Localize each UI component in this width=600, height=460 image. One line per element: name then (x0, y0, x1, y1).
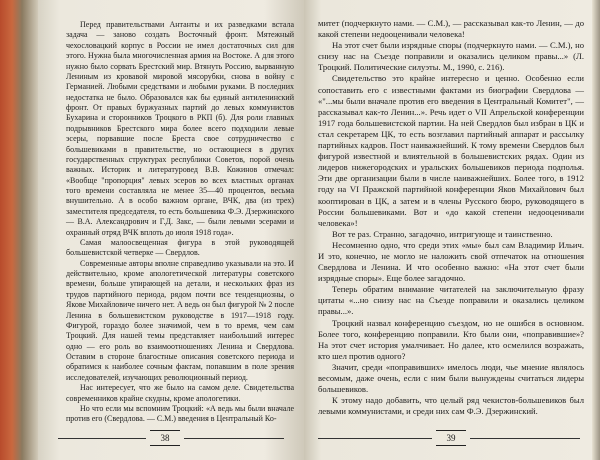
folio-rule-right (184, 438, 284, 439)
folio-rule-right (470, 438, 580, 439)
right-paragraph-9: К этому надо добавить, что целый ряд чекистов-большевиков был левыми коммунистами, и среди них сам Ф.Э. Дзержинский. (318, 395, 584, 417)
left-paragraph-3: Современные авторы вполне справедливо указывали на это. И действительно, кроме апологетической литературы советского времени, больше упирающей на детали, и нескольких фраз из трудов партийного периода, рядом почти все тенденциозны, о Якове Михайловиче ничего нет. А ведь он был фигурой № 2 после Ленина в большевистском руководстве в 1917—1918 году. Фигурой, гораздо более значимой, чем в то время, чем сам Троцкий. Для нашей темы представляет наибольший интерес одно — его роль во взаимоотношениях Ленина и Свердлова. Оставим в стороне благостные описания советского периода и обратимся к наиболее сочным фактам, попавшим в поле зрения исследователей, изучающих революционный период. (66, 258, 294, 382)
left-paragraph-4: Нас интересует, что же было на самом деле. Свидетельства современников крайне скудны, кроме апологетики. (66, 383, 294, 403)
left-page (38, 0, 304, 460)
right-page-number: 39 (436, 430, 466, 446)
left-paragraph-1: Перед правительствами Антанты и их разведками встала задача — заново создать Восточный фронт. Мятежный чехословацкий корпус в России не имел достаточных сил для этого. Нужна была многочисленная армия на Востоке. А для этого нужно было сорвать Брестский мир. Втянуть Россию, вырванную Лениным из кровавой мировой мясорубки, снова в войну с Германией. Любыми средствами и любыми руками. В последних недостатка не было. Образовался как бы единый антиленинский фронт. От правых буржуазных партий до левых коммунистов Бухарина и сторонников Троцкого в РКП (б). Для роли главных подрывников Брестского мира более всего подходили левые эсеры, порвавшие после Бреста свое сотрудничество с большевиками в правительстве, но остающиеся в других государственных структурах республики Советов, порой очень важных. Историк и литературовед В.В. Кожинов отмечал: «Вообще "пропорция" левых эсеров во всех властных органах того времени составляла не менее 35—40 процентов, весьма внушительно. А в особо важном органе, ВЧК, два (из трех) заместителя председателя, то есть большевика Ф.Э. Дзержинского — В.А. Александрович и Г.Д. Закс, — были левыми эсерами и охранный отряд ВЧК вплоть до июля 1918 года». (66, 20, 294, 237)
left-paragraph-5: Но что если мы вспомним Троцкий: «А ведь мы были вначале против его (Свердлова. — С.М.) введения в Центральный Ко- (66, 403, 294, 424)
right-paragraph-5: Несомненно одно, что среди этих «мы» был сам Владимир Ильич. И это, конечно, не могло не наложить свой отпечаток на отношения Свердлова и Ленина. И что особенно важно: «На этот счет были изрядные споры». Еще более загадочно. (318, 239, 584, 284)
folio-rule-left (58, 438, 146, 439)
right-page-text (318, 18, 584, 417)
left-page-text (66, 20, 294, 425)
left-paragraph-2: Самая малоосвещенная фигура в этой руководящей большевистской четверке — Свердлов. (66, 237, 294, 258)
right-paragraph-7: Троцкий назвал конференцию съездом, но не ошибся в основном. Более того, конференцию поправили. Кто были они, «поправившие»? На этот счет история умалчивает. Но далее, кто осмелился возражать, кто шел против одного? (318, 317, 584, 361)
right-paragraph-1: митет (подчеркнуто нами. — С.М.), — рассказывал как-то Ленин, — до какой степени недооценивали человека! (318, 18, 584, 40)
right-paragraph-8: Значит, среди «поправивших» имелось люди, чье мнение являлось весомым, даже очень, если с ним были вынуждены считаться лидеры большевиков. (318, 361, 584, 395)
right-paragraph-2: На этот счет были изрядные споры (подчеркнуто нами. — С.М.), но снизу нас на Съезде поправили и оказались целиком правы...» (Л. Троцкий. Политические силуэты. М., 1990, с. 216). (318, 40, 584, 73)
left-page-number: 38 (150, 430, 180, 446)
folio-rule-left (318, 438, 432, 439)
right-paragraph-6: Теперь обратим внимание читателей на заключительную фразу цитаты «...но снизу нас на Съезде поправили и оказались целиком правы...». (318, 284, 584, 317)
book-page-edges-right (592, 0, 600, 460)
right-paragraph-4: Вот те раз. Странно, загадочно, интригующе и таинственно. (332, 228, 553, 239)
book-page-edges-left (0, 0, 40, 460)
right-paragraph-3: Свидетельство это крайне интересно и ценно. Особенно если сопоставить его с известными фактами из биографии Свердлова — «"...мы были вначале против его введения в Центральный Комитет", — рассказывал как-то Ленин...». Речь идет о VII Апрельской конференции 1917 года большевистской партии. На ней Свердлов был избран в ЦК и стал секретарем ЦК, то есть возглавил партийный аппарат и рассылку партийных кадров. Пост наиважнейший. К тому времени Свердлов был фигурой известной и влиятельной в большевистских рядах. Один из лидеров нижегородских и уральских большевиков периода подполья. Эти две организации были в числе наиважнейших. Более того, в 1912 году на VI Пражской партийной конференции Яков Михайлович был кооптирован в ЦК, а затем и в члены Русского бюро, руководящего в России большевиками. Вот и «до какой степени недооценивали человека»! (318, 73, 584, 228)
right-page (304, 0, 592, 460)
